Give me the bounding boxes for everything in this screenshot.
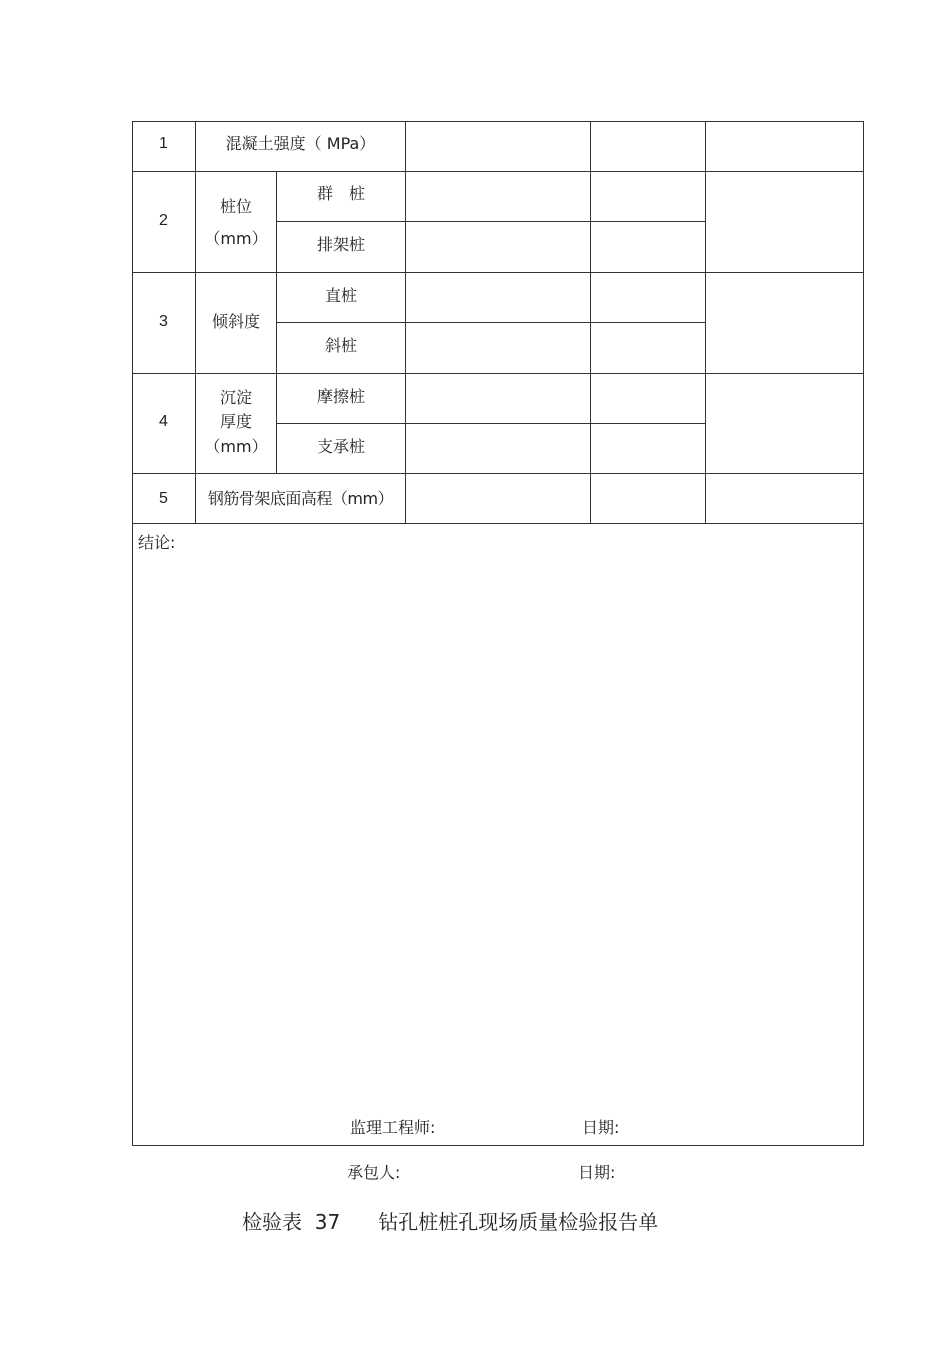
row2-item-label-line1: 桩位 [219, 197, 252, 216]
table-left-border [132, 121, 133, 1146]
row2-sub-label-1: 群 桩 [316, 184, 365, 203]
row2-sub-label-2: 排架桩 [316, 235, 365, 254]
row3-sub-label-2: 斜桩 [324, 336, 357, 355]
row4-item-label-line1: 沉淀 [219, 388, 252, 407]
row-divider-3 [132, 373, 864, 374]
row5-number: 5 [159, 490, 168, 507]
row-divider-1 [132, 171, 864, 172]
col-divider-sub [276, 171, 277, 473]
table-bottom-border [132, 1145, 864, 1146]
row4-sub-label-2: 支承桩 [316, 437, 365, 456]
row4-number: 4 [159, 413, 168, 430]
col-divider-3 [590, 121, 591, 524]
row2-sub-divider [276, 221, 705, 222]
next-form-title: 检验表 37 钻孔桩桩孔现场质量检验报告单 [242, 1210, 659, 1234]
col-divider-item [405, 121, 406, 524]
supervisor-date-label: 日期: [582, 1118, 620, 1137]
row4-sub-label-1: 摩擦桩 [316, 387, 365, 406]
row1-number: 1 [159, 135, 168, 152]
contractor-date-label: 日期: [578, 1163, 616, 1182]
row4-item-label-line2: 厚度 [219, 412, 252, 431]
supervisor-label: 监理工程师: [350, 1118, 436, 1137]
table-top-border [132, 121, 864, 122]
row4-item-label-line3: （mm） [204, 437, 268, 456]
row2-item-label-line2: （mm） [204, 229, 268, 248]
row2-number: 2 [159, 212, 168, 229]
row-divider-2 [132, 272, 864, 273]
conclusion-label: 结论: [138, 533, 176, 552]
row3-sub-divider [276, 322, 705, 323]
row5-item-label: 钢筋骨架底面高程（mm） [207, 489, 394, 508]
col-divider-4 [705, 121, 706, 524]
row-divider-4 [132, 473, 864, 474]
table-right-border [863, 121, 864, 1146]
row3-item-label: 倾斜度 [211, 312, 260, 331]
row4-sub-divider [276, 423, 705, 424]
contractor-label: 承包人: [347, 1163, 401, 1182]
row1-item-label: 混凝土强度（ MPa） [225, 134, 376, 153]
row-divider-5 [132, 523, 864, 524]
row3-sub-label-1: 直桩 [324, 286, 357, 305]
row3-number: 3 [159, 313, 168, 330]
